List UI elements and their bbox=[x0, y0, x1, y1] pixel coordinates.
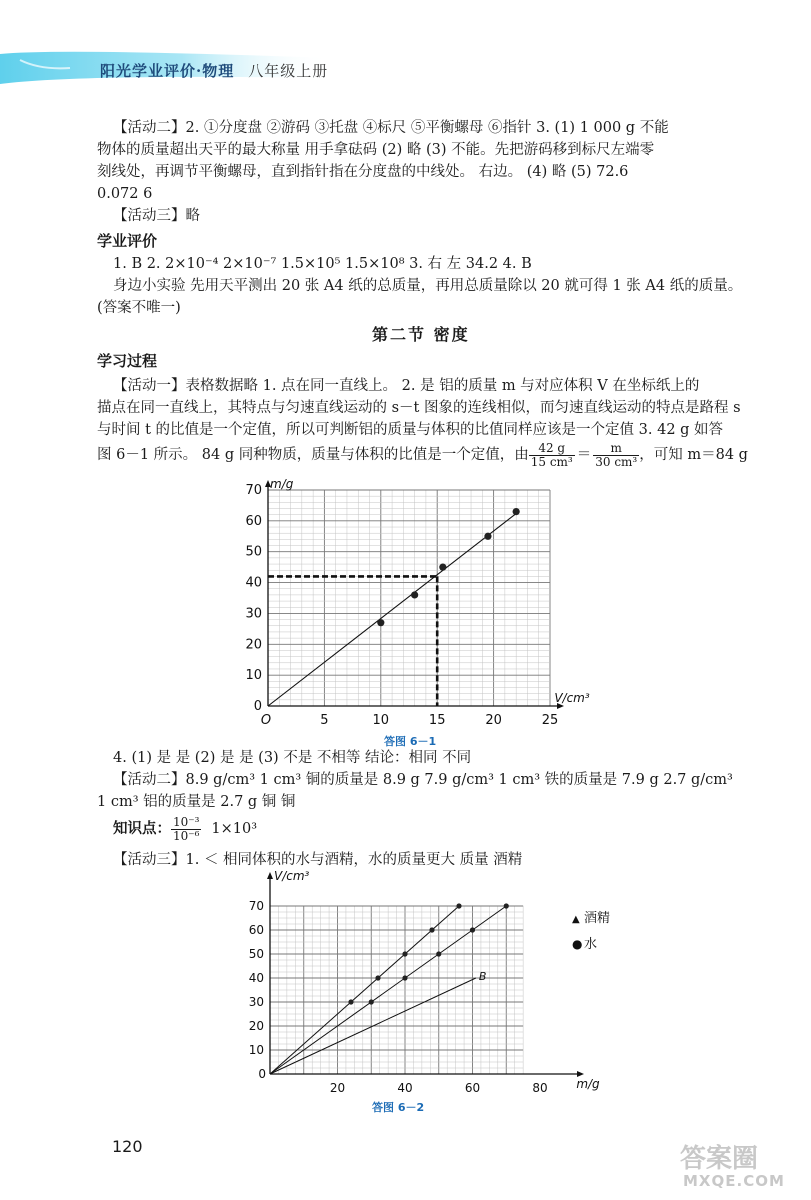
chart2-data-point bbox=[348, 999, 353, 1004]
chart1-x-tick-label: 20 bbox=[485, 713, 502, 728]
answer-line-8: (答案不唯一) bbox=[97, 300, 181, 316]
answer-line-10: 描点在同一直线上，其特点与匀速直线运动的 s－t 图象的连线相似，而匀速直线运动的特点是路程 s bbox=[97, 400, 741, 416]
header-grade: 八年级上册 bbox=[248, 62, 329, 80]
answer-line-12-tail: ，可知 m＝84 g bbox=[639, 447, 748, 463]
answer-line-13: 4. (1) 是 是 (2) 是 是 (3) 不是 不相等 结论：相同 不同 bbox=[113, 750, 472, 766]
answer-line-15: 1 cm³ 铝的质量是 2.7 g 铜 铜 bbox=[97, 794, 296, 810]
section-title: 第二节 密度 bbox=[372, 325, 470, 344]
heading-academic-eval: 学业评价 bbox=[97, 232, 158, 250]
frac2-denominator: 30 cm³ bbox=[595, 454, 638, 469]
chart2-data-point bbox=[470, 927, 475, 932]
answer-line-9: 【活动一】表格数据略 1. 点在同一直线上。 2. 是 铝的质量 m 与对应体积 V 在坐标纸上的 bbox=[113, 378, 700, 394]
chart2-caption: 答图 6－2 bbox=[372, 1101, 425, 1114]
chart2-data-point bbox=[402, 975, 407, 980]
chart1-data-point bbox=[411, 591, 418, 598]
chart1-x-tick-label: 5 bbox=[320, 713, 329, 728]
chart1-y-tick-label: 0 bbox=[253, 699, 262, 714]
chart1-data-point bbox=[513, 508, 520, 515]
answer-line-2: 物体的质量超出天平的最大称量 用手拿砝码 (2) 略 (3) 不能。先把游码移到标尺左端零 bbox=[97, 142, 655, 158]
frac2-numerator: m bbox=[593, 442, 639, 456]
knowledge-point-value: 1×10³ bbox=[211, 821, 258, 837]
chart2-grid bbox=[270, 906, 523, 1074]
chart1-y-tick-label: 60 bbox=[245, 513, 262, 529]
chart2-x-tick-label: 20 bbox=[329, 1081, 346, 1095]
chart2-data-point bbox=[429, 927, 434, 932]
fraction-42g-15cm3 bbox=[529, 442, 575, 469]
answer-line-4: 0.072 6 bbox=[97, 186, 153, 202]
answer-line-5: 【活动三】略 bbox=[113, 208, 200, 224]
header-title bbox=[100, 60, 328, 81]
answer-line-16 bbox=[113, 812, 257, 846]
chart1-y-tick-label: 10 bbox=[245, 668, 262, 684]
chart1-x-tick-label: 15 bbox=[428, 713, 446, 728]
chart2-labels bbox=[249, 869, 600, 1095]
header-series-title: 阳光学业评价·物理 bbox=[100, 62, 235, 80]
frac1-denominator: 15 cm³ bbox=[530, 454, 573, 469]
page-number: 120 bbox=[112, 1137, 143, 1156]
chart1-x-tick-label: 25 bbox=[541, 713, 559, 728]
chart2-data-point bbox=[436, 951, 441, 956]
chart2-axes bbox=[267, 872, 584, 1077]
answer-line-12-text: 图 6－1 所示。 84 g 同种物质，质量与体积的比值是一个定值，由 bbox=[97, 447, 529, 463]
chart2-y-tick-label: 60 bbox=[248, 923, 264, 937]
chart1-data-point bbox=[439, 564, 446, 571]
knowledge-point-label: 知识点： bbox=[113, 820, 171, 837]
answer-line-14: 【活动二】8.9 g/cm³ 1 cm³ 铜的质量是 8.9 g 7.9 g/cm³ 1 cm³ 铁的质量是 7.9 g 2.7 g/cm³ bbox=[113, 772, 733, 788]
chart1-caption: 答图 6－1 bbox=[384, 735, 437, 748]
chart2-data-point bbox=[402, 951, 407, 956]
chart2-data-point bbox=[504, 903, 509, 908]
chart1-origin-label: O bbox=[260, 713, 272, 728]
chart1-data-point bbox=[484, 533, 491, 540]
chart2-data-point bbox=[456, 903, 461, 908]
chart2-y-tick-label: 40 bbox=[248, 971, 264, 985]
chart-6-2 bbox=[230, 870, 630, 1096]
chart2-x-tick-label: 40 bbox=[397, 1081, 413, 1095]
answer-line-12: 图 6－1 所示。 84 g 同种物质，质量与体积的比值是一个定值，由 $\frac{42 g}{\text{15 cm³}}$ ＝ $\frac{m}{\text{30 cm³}}$ ，可知 m＝84 g bbox=[97, 440, 748, 469]
chart2-y-tick-label: 30 bbox=[248, 995, 264, 1009]
answer-line-17: 【活动三】1. ＜ 相同体积的水与酒精，水的质量更大 质量 酒精 bbox=[113, 852, 523, 868]
chart2-legend bbox=[572, 910, 610, 952]
chart1-y-axis-title: m/g bbox=[270, 477, 294, 491]
chart2-legend-label: 水 bbox=[584, 937, 598, 952]
chart2-origin-label: 0 bbox=[258, 1067, 266, 1081]
heading-learning-process: 学习过程 bbox=[97, 352, 158, 370]
fraction-m-30cm3 bbox=[593, 442, 639, 469]
chart1-y-tick-label: 50 bbox=[245, 544, 262, 560]
answer-line-11: 与时间 t 的比值是一个定值，所以可判断铝的质量与体积的比值同样应该是一个定值 3. 42 g 如答 bbox=[97, 422, 724, 438]
watermark-logo-text: 答案圈 bbox=[680, 1144, 759, 1174]
chart2-data-point bbox=[375, 975, 380, 980]
answer-line-1: 【活动二】2. ①分度盘 ②游码 ③托盘 ④标尺 ⑤平衡螺母 ⑥指针 3. (1) 1 000 g 不能 bbox=[113, 120, 669, 136]
answer-line-7: 身边小实验 先用天平测出 20 张 A4 纸的总质量，再用总质量除以 20 就可得 1 张 A4 纸的质量。 bbox=[113, 278, 743, 294]
chart1-data-point bbox=[377, 619, 384, 626]
frac3-numerator: 10⁻³ bbox=[173, 814, 200, 829]
chart2-y-tick-label: 70 bbox=[248, 899, 264, 913]
chart1-x-tick-label: 10 bbox=[372, 713, 390, 728]
chart2-legend-label: 酒精 bbox=[584, 911, 611, 926]
chart1-x-axis-title: V/cm³ bbox=[554, 691, 590, 705]
answer-line-6: 1. B 2. 2×10⁻⁴ 2×10⁻⁷ 1.5×10⁵ 1.5×10⁸ 3. 右 左 34.2 4. B bbox=[113, 256, 532, 272]
watermark-url: MXQE.COM bbox=[683, 1172, 785, 1190]
frac3-denominator: 10⁻⁶ bbox=[173, 828, 200, 843]
chart1-y-tick-label: 70 bbox=[245, 483, 262, 498]
chart2-data-point bbox=[369, 999, 374, 1004]
chart2-y-tick-label: 20 bbox=[248, 1019, 264, 1033]
chart1-y-tick-label: 40 bbox=[245, 575, 262, 591]
chart-6-1 bbox=[240, 477, 590, 748]
chart2-x-tick-label: 60 bbox=[464, 1081, 481, 1095]
chart1-y-tick-label: 30 bbox=[245, 606, 262, 622]
chart2-y-arrow bbox=[267, 872, 273, 879]
chart2-line-b-label: B bbox=[478, 970, 487, 983]
chart2-legend-marker: ▲ bbox=[572, 914, 580, 925]
chart2-x-tick-label: 80 bbox=[532, 1081, 548, 1095]
frac1-numerator: 42 g bbox=[529, 442, 575, 456]
chart2-legend-marker: ● bbox=[572, 937, 583, 951]
chart2-x-axis-title: m/g bbox=[576, 1077, 600, 1091]
chart2-y-axis-title: V/cm³ bbox=[274, 869, 310, 883]
chart2-y-tick-label: 10 bbox=[248, 1043, 264, 1057]
fraction-unit-conversion bbox=[171, 816, 201, 843]
answer-line-3: 刻线处，再调节平衡螺母，直到指针指在分度盘的中线处。 右边。 (4) 略 (5) 72.6 bbox=[97, 164, 629, 180]
chart1-y-tick-label: 20 bbox=[245, 637, 262, 653]
chart2-y-tick-label: 50 bbox=[248, 947, 264, 961]
